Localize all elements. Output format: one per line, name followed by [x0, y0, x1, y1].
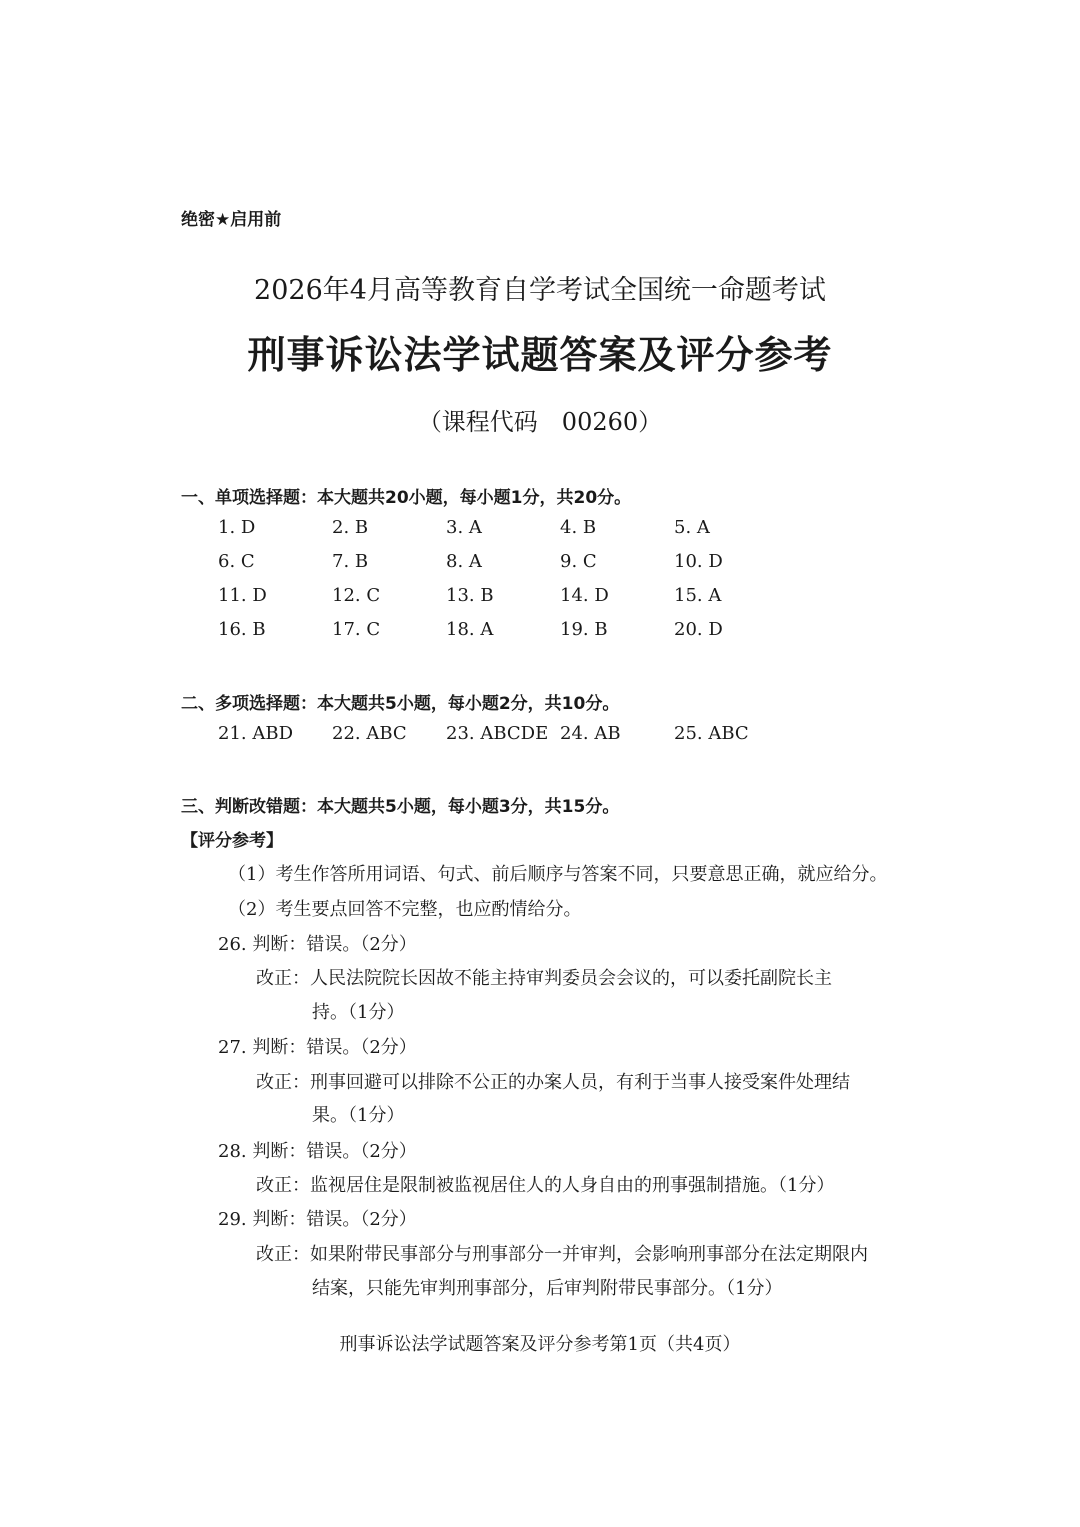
section2-heading: 二、多项选择题：本大题共5小题，每小题2分，共10分。: [181, 694, 620, 714]
answer-item: 18. A: [446, 619, 494, 640]
q26-correction-cont: 持。（1分）: [312, 1002, 405, 1023]
answer-item: 19. B: [560, 619, 608, 640]
q27-correction: 改正：刑事回避可以排除不公正的办案人员，有利于当事人接受案件处理结: [256, 1072, 850, 1093]
q29-judgement: 29. 判断：错误。（2分）: [218, 1209, 417, 1230]
answer-item: 13. B: [446, 585, 494, 606]
answer-item: 22. ABC: [332, 723, 407, 744]
page-footer: 刑事诉讼法学试题答案及评分参考第1页（共4页）: [339, 1334, 741, 1355]
answer-item: 24. AB: [560, 723, 621, 744]
course-code: （课程代码 00260）: [417, 408, 663, 436]
answer-item: 3. A: [446, 517, 482, 538]
answer-item: 9. C: [560, 551, 597, 572]
q28-judgement: 28. 判断：错误。（2分）: [218, 1141, 417, 1162]
answer-item: 15. A: [674, 585, 722, 606]
answer-item: 12. C: [332, 585, 381, 606]
answer-item: 5. A: [674, 517, 710, 538]
answer-item: 11. D: [218, 585, 267, 606]
answer-item: 20. D: [674, 619, 723, 640]
section1-answer-grid: [218, 517, 798, 641]
answer-item: 14. D: [560, 585, 609, 606]
scoring-note-1: （1）考生作答所用词语、句式、前后顺序与答案不同，只要意思正确，就应给分。: [228, 864, 888, 885]
answer-item: 4. B: [560, 517, 597, 538]
q26-judgement: 26. 判断：错误。（2分）: [218, 934, 417, 955]
answer-item: 7. B: [332, 551, 369, 572]
q29-correction-cont: 结案，只能先审判刑事部分，后审判附带民事部分。（1分）: [312, 1278, 783, 1299]
exam-subtitle: 2026年4月高等教育自学考试全国统一命题考试: [254, 275, 826, 306]
q27-correction-cont: 果。（1分）: [312, 1105, 405, 1126]
answer-item: 6. C: [218, 551, 255, 572]
answer-item: 1. D: [218, 517, 256, 538]
scoring-note-2: （2）考生要点回答不完整，也应酌情给分。: [228, 899, 582, 920]
q29-correction: 改正：如果附带民事部分与刑事部分一并审判，会影响刑事部分在法定期限内: [256, 1244, 868, 1265]
q26-correction: 改正：人民法院院长因故不能主持审判委员会会议的，可以委托副院长主: [256, 968, 832, 989]
answer-item: 25. ABC: [674, 723, 749, 744]
scoring-reference-title: 【评分参考】: [181, 831, 283, 851]
section2-answer-grid: [218, 723, 798, 745]
page-title: 刑事诉讼法学试题答案及评分参考: [247, 333, 833, 377]
section1-heading: 一、单项选择题：本大题共20小题，每小题1分，共20分。: [181, 488, 632, 508]
answer-item: 10. D: [674, 551, 723, 572]
confidentiality-mark: 绝密★启用前: [181, 210, 282, 230]
answer-item: 23. ABCDE: [446, 723, 549, 744]
answer-item: 16. B: [218, 619, 266, 640]
answer-item: 17. C: [332, 619, 381, 640]
section3-heading: 三、判断改错题：本大题共5小题，每小题3分，共15分。: [181, 797, 620, 817]
q27-judgement: 27. 判断：错误。（2分）: [218, 1037, 417, 1058]
q28-correction: 改正：监视居住是限制被监视居住人的人身自由的刑事强制措施。（1分）: [256, 1175, 835, 1196]
answer-item: 8. A: [446, 551, 482, 572]
answer-item: 2. B: [332, 517, 369, 538]
answer-item: 21. ABD: [218, 723, 294, 744]
